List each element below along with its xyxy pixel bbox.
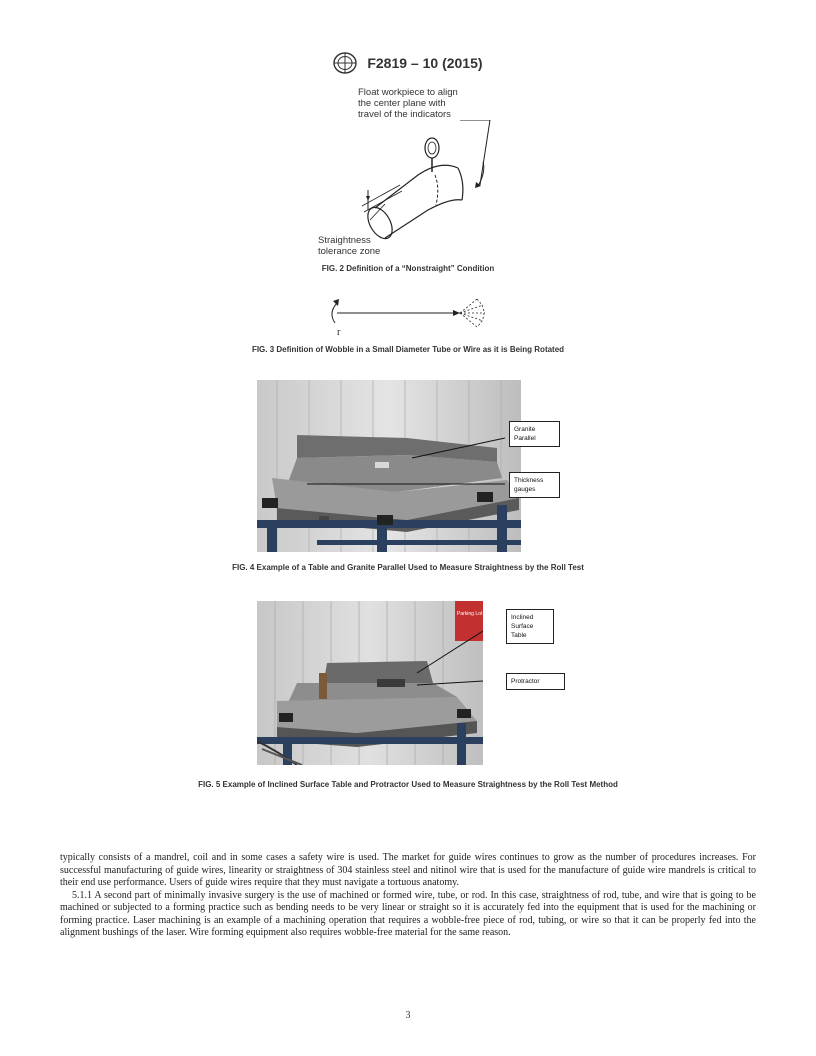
fig5-callout-protractor: Protractor bbox=[506, 673, 565, 690]
fig2-caption: FIG. 2 Definition of a “Nonstraight” Condition bbox=[321, 264, 495, 273]
body-paragraph-2: 5.1.1 A second part of minimally invasive surgery is the use of machined or formed wire, tube, or rod. In this case, straightness of rod, tube, and wire that is going to be machined or subjected to a forming practice such as bending needs to be very linear or straight so it is accurately fed into the equipment that is used for the machining or forming practice. Laser machining is an example of a machining operation that requires a wobble-free piece of rod, tubing, or wire so that it can be properly fed into the alignment bushings of the laser. Wire forming equipment also requires wobble-free material for the same reason. bbox=[60, 889, 756, 938]
astm-logo-icon bbox=[333, 52, 357, 74]
fig5-photo bbox=[257, 601, 483, 765]
fig3-diagram bbox=[325, 295, 495, 340]
fig4-callout-thickness: Thickness gauges bbox=[509, 472, 560, 498]
svg-text:r: r bbox=[337, 327, 341, 338]
body-paragraph-1: typically consists of a mandrel, coil and in some cases a safety wire is used. The market for guide wires continues to grow as the number of procedures increases. For successful manufacturing of guide wires, linearity or straightness of 304 stainless steel and nitinol wire that is used for the manufacture of guide wire mandrels is critical to their end use performance. Users of guide wires require that they must navigate a tortuous anatomy. bbox=[60, 852, 756, 888]
page-number: 3 bbox=[405, 1010, 411, 1021]
fig5-caption: FIG. 5 Example of Inclined Surface Table and Protractor Used to Measure Straightness by the Roll Test Method bbox=[198, 780, 618, 789]
fig3-caption: FIG. 3 Definition of Wobble in a Small Diameter Tube or Wire as it is Being Rotated bbox=[251, 345, 565, 354]
fig4-callout-granite: Granite Parallel bbox=[509, 421, 560, 447]
body-text bbox=[60, 852, 756, 940]
fig5-callout-inclined: Inclined Surface Table bbox=[506, 609, 554, 644]
fig4-photo bbox=[257, 380, 521, 552]
standard-code: F2819 – 10 (2015) bbox=[367, 55, 483, 71]
fig4-caption: FIG. 4 Example of a Table and Granite Parallel Used to Measure Straightness by the Roll Test bbox=[232, 563, 584, 572]
fig2-label-float: Float workpiece to align the center plane with travel of the indicators bbox=[358, 87, 458, 120]
fig5-sign-text: Parking Lot bbox=[457, 611, 483, 617]
fig2-diagram bbox=[340, 120, 510, 250]
fig2-label-tolerance: Straightness tolerance zone bbox=[318, 235, 381, 257]
document-header bbox=[0, 52, 816, 74]
